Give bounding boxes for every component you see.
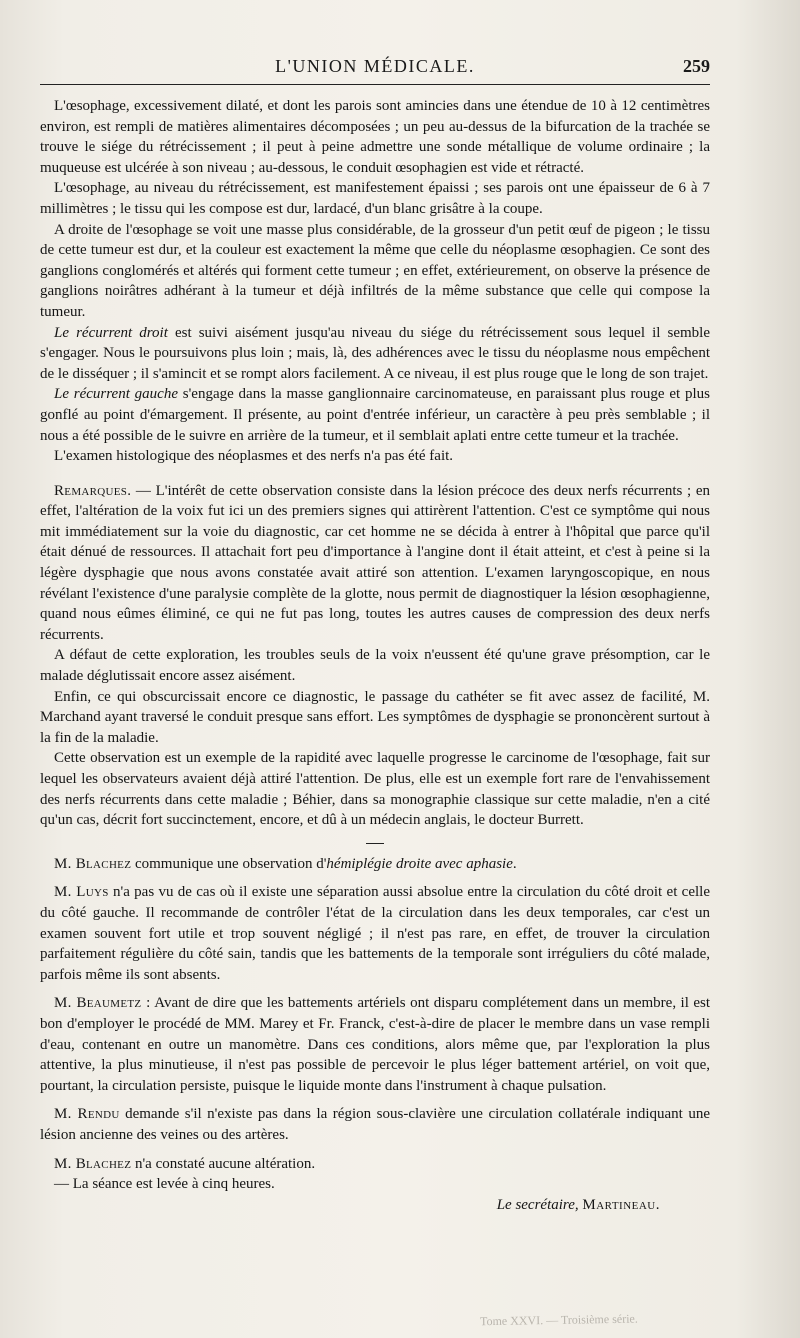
paragraph-luys: M. Luys n'a pas vu de cas où il existe une séparation aussi absolue entre la circulation du côté droit et celle du côté gauche. Il recommande de contrôler l'état de la circulation dans les deux temporales, car c'est un examen souvent fort utile et trop souvent négligé ; il n'est pas rare, en effet, de trouver la circulation parfaitement régulière du côté sain, tandis que les battements de la temporale sont irréguliers du côté malade, parfois même ils sont absents.: [40, 884, 710, 983]
speaker-beaumetz: M. Beaumetz :: [54, 995, 151, 1012]
paragraph-blachez-reply: M. Blachez n'a constaté aucune altération.: [54, 1155, 316, 1172]
footer-bleed-through: Tome XXVI. — Troisième série.: [479, 1311, 638, 1329]
lead-recurrent-left: Le récurrent gauche: [54, 386, 178, 403]
paragraph-remarques: Remarques. — L'intérêt de cette observation consiste dans la lésion précoce des deux nerfs récurrents ; en effet, l'altération de la voix fut ici un des premiers signes qui attirèrent l'attention. C'est ce symptôme qui nous mit immédiatement sur la voie du diagnostic, car cet homme ne se décida à entrer à l'hôpital que parce qu'il était dénué de ressources. Il attachait fort peu d'importance à l'angine dont il était atteint, et c'est à peine si la légère dysphagie que nous avons constatée avait attiré son attention. L'examen laryngoscopique, en nous révélant l'existence d'une paralysie complète de la glotte, nous permit de diagnostiquer la lésion œsophagienne, quand nous eûmes éliminé, ce qui ne fut pas long, toutes les autres causes de compression des deux nerfs récurrents.: [40, 482, 710, 643]
paragraph-tumor-right: A droite de l'œsophage se voit une masse plus considérable, de la grosseur d'un petit œuf de pigeon ; le tissu de cette tumeur est dur, et la couleur est exactement la même que celle du néoplasme œsophagien. Ce sont des ganglions conglomérés et altérés qui forment cette tumeur ; en effet, extérieurement, on observe la présence de ganglions noirâtres adhérant à la tumeur et déjà infiltrés de la même substance que celle qui compose la tumeur.: [40, 221, 710, 320]
paragraph-esophagus-thickened: L'œsophage, au niveau du rétrécissement, est manifestement épaissi ; ses parois ont une épaisseur de 6 à 7 millimètres ; le tissu qui les compose est dur, lardacé, d'un blanc grisâtre à la coupe.: [40, 180, 710, 217]
paragraph-recurrent-right: Le récurrent droit est suivi aisément jusqu'au niveau du siége du rétrécissement sous lequel il semble s'engager. Nous le poursuivons plus loin ; mais, là, des adhérences avec le tissu du néoplasme nous empêchent de le disséquer ; il s'amincit et se rompt alors facilement. A ce niveau, il est plus rouge que le long de son trajet.: [40, 324, 710, 382]
speaker-blachez-reply: M. Blachez: [54, 1155, 132, 1172]
signature-name: Martineau.: [582, 1196, 660, 1213]
page-number: 259: [683, 56, 710, 76]
article-body: [40, 96, 710, 1215]
speaker-blachez: M. Blachez: [54, 855, 132, 872]
section-divider: [366, 843, 384, 844]
paragraph-esophagus-dilated: L'œsophage, excessivement dilaté, et dont les parois sont amincies dans une étendue de 10 à 12 centimètres environ, est rempli de matières alimentaires décomposées ; un peu au-dessus de la bifurcation de la trachée se trouve le siége du rétrécissement ; il peut à peine admettre une sonde métallique de volume ordinaire ; la muqueuse est ulcérée à son niveau ; au-dessous, le conduit œsophagien est vide et rétracté.: [40, 98, 710, 176]
paragraph-catheter: Enfin, ce qui obscurcissait encore ce diagnostic, le passage du cathéter se fit avec assez de facilité, M. Marchand ayant traversé le conduit presque sans effort. Les symptômes de dysphagie se prononcèrent surtout à la fin de la maladie.: [40, 688, 710, 746]
paragraph-seance-levee: — La séance est levée à cinq heures.: [54, 1176, 275, 1193]
header-rule: [40, 84, 710, 85]
running-title: L'UNION MÉDICALE.: [275, 56, 475, 76]
paragraph-histology: L'examen histologique des néoplasmes et des nerfs n'a pas été fait.: [54, 448, 454, 465]
paragraph-beaumetz: M. Beaumetz : Avant de dire que les battements artériels ont disparu complétement dans un membre, il est bon d'employer le procédé de MM. Marey et Fr. Franck, c'est-à-dire de placer le membre dans un vase rempli d'eau, contenant en outre un manomètre. Dans ces conditions, alors même que, par l'exploration la plus attentive, la plus minutieuse, il n'est pas possible de percevoir le plus léger battement artériel, on voit que, pourtant, la circulation persiste, puisque le liquide monte dans l'instrument à chaque pulsation.: [40, 995, 710, 1094]
speaker-rendu: M. Rendu: [54, 1106, 120, 1123]
signature: [40, 1195, 710, 1216]
paragraph-exploration: A défaut de cette exploration, les troubles seuls de la voix n'eussent été qu'une grave présomption, car le malade déglutissait encore assez aisément.: [40, 647, 710, 685]
paragraph-rendu: M. Rendu demande s'il n'existe pas dans la région sous-clavière une circulation collatérale indiquant une lésion ancienne des veines ou des artères.: [40, 1106, 710, 1143]
signature-role: Le secrétaire,: [496, 1196, 579, 1213]
page-header: [40, 56, 710, 84]
paragraph-observation-example: Cette observation est un exemple de la rapidité avec laquelle progresse le carcinome de l'œsophage, fait sur lequel les observateurs avaient déjà attiré l'attention. De plus, elle est un exemple fort rare de l'envahissement des nerfs récurrents dans cette maladie ; Béhier, dans sa monographie classique sur cette maladie, n'en a cité qu'un cas, décrit fort succinctement, encore, et dû à un médecin anglais, le docteur Burrett.: [40, 750, 710, 829]
speaker-luys: M. Luys: [54, 884, 109, 901]
lead-recurrent-right: Le récurrent droit: [54, 324, 168, 341]
title-hemiplegie: hémiplégie droite avec aphasie: [326, 855, 513, 872]
paragraph-blachez-communication: M. Blachez communique une observation d'hémiplégie droite avec aphasie.: [54, 855, 517, 872]
lead-remarques: Remarques.: [54, 482, 132, 499]
paragraph-recurrent-left: Le récurrent gauche s'engage dans la masse ganglionnaire carcinomateuse, en paraissant plus rouge et plus gonflé au point d'émargement. Il présente, au point d'entrée inférieur, un caractère à peu près semblable ; il nous a été possible de le suivre en arrière de la tumeur, et il semblait aplati entre cette tumeur et la trachée.: [40, 386, 710, 444]
